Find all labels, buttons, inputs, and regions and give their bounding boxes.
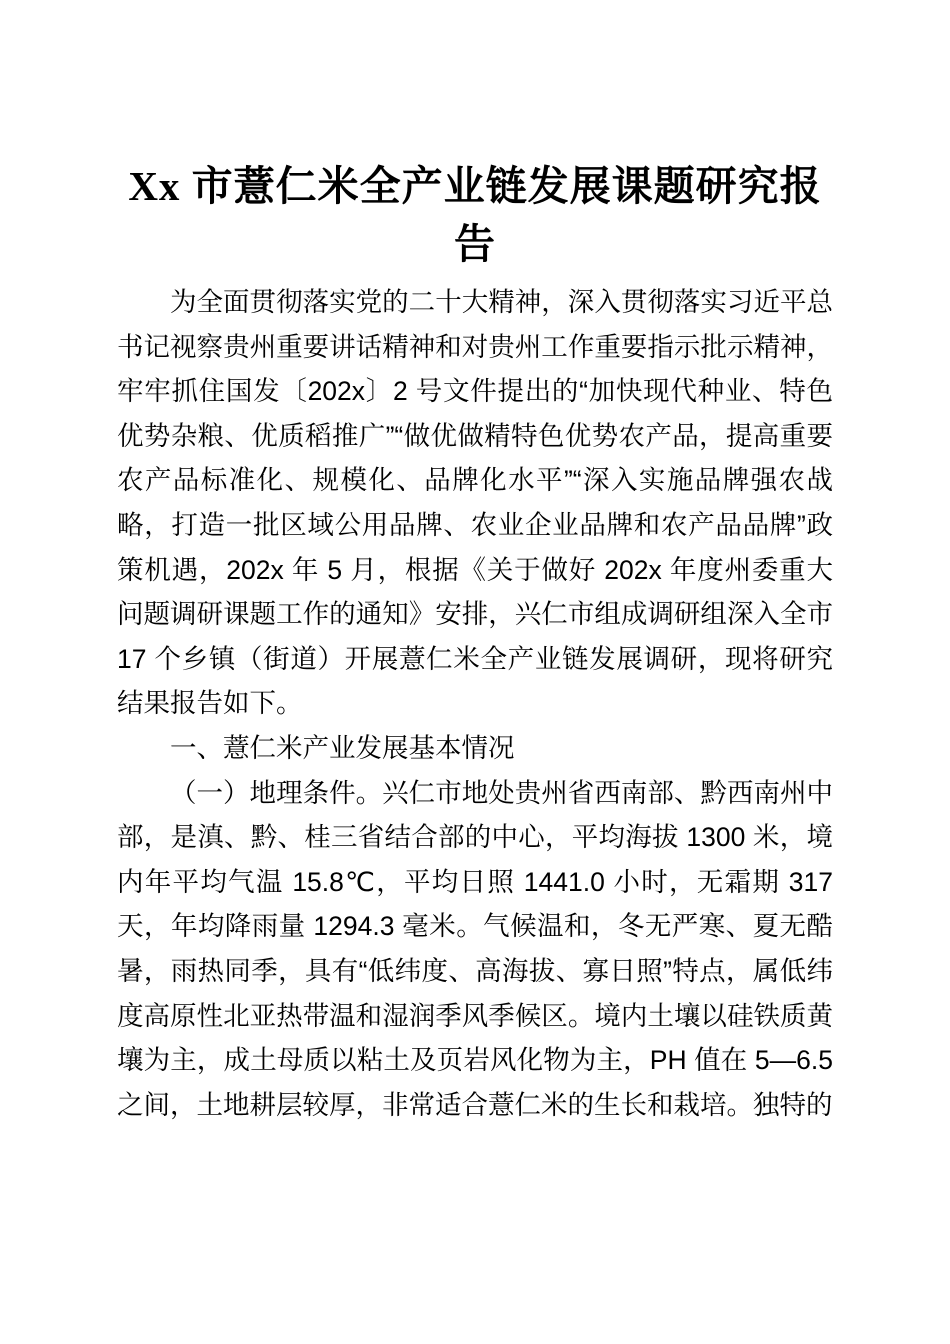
intro-paragraph: 为全面贯彻落实党的二十大精神，深入贯彻落实习近平总书记视察贵州重要讲话精神和对贵州工作重要指示批示精神，牢牢抓住国发〔202x〕2 号文件提出的“加快现代种业、特色优势杂粮、优质稻推广”“做优做精特色优势农产品，提高重要农产品标准化、规模化、品牌化水平”“深入实施品牌强农战略，打造一批区域公用品牌、农业企业品牌和农产品品牌”政策机遇，202x 年 5 月，根据《关于做好 202x 年度州委重大问题调研课题工作的通知》安排，兴仁市组成调研组深入全市 17 个乡镇（街道）开展薏仁米全产业链发展调研，现将研究结果报告如下。 (117, 287, 833, 719)
document-title: Xx 市薏仁米全产业链发展课题研究报告 (128, 163, 822, 267)
section-heading: 一、薏仁米产业发展基本情况 (170, 732, 515, 763)
geography-paragraph: （一）地理条件。兴仁市地处贵州省西南部、黔西南州中部，是滇、黔、桂三省结合部的中心，平均海拔 1300 米，境内年平均气温 15.8℃，平均日照 1441.0 小时，无霜期 317 天，年均降雨量 1294.3 毫米。气候温和，冬无严寒、夏无酷暑，雨热同季，具有“低纬度、高海拔、寡日照”特点，属低纬度高原性北亚热带温和湿润季风季候区。境内土壤以硅铁质黄壤为主，成土母质以粘土及页岩风化物为主，PH 值在 5—6.5 之间，土地耕层较厚，非常适合薏仁米的生长和栽培。独特的 (117, 777, 833, 1120)
